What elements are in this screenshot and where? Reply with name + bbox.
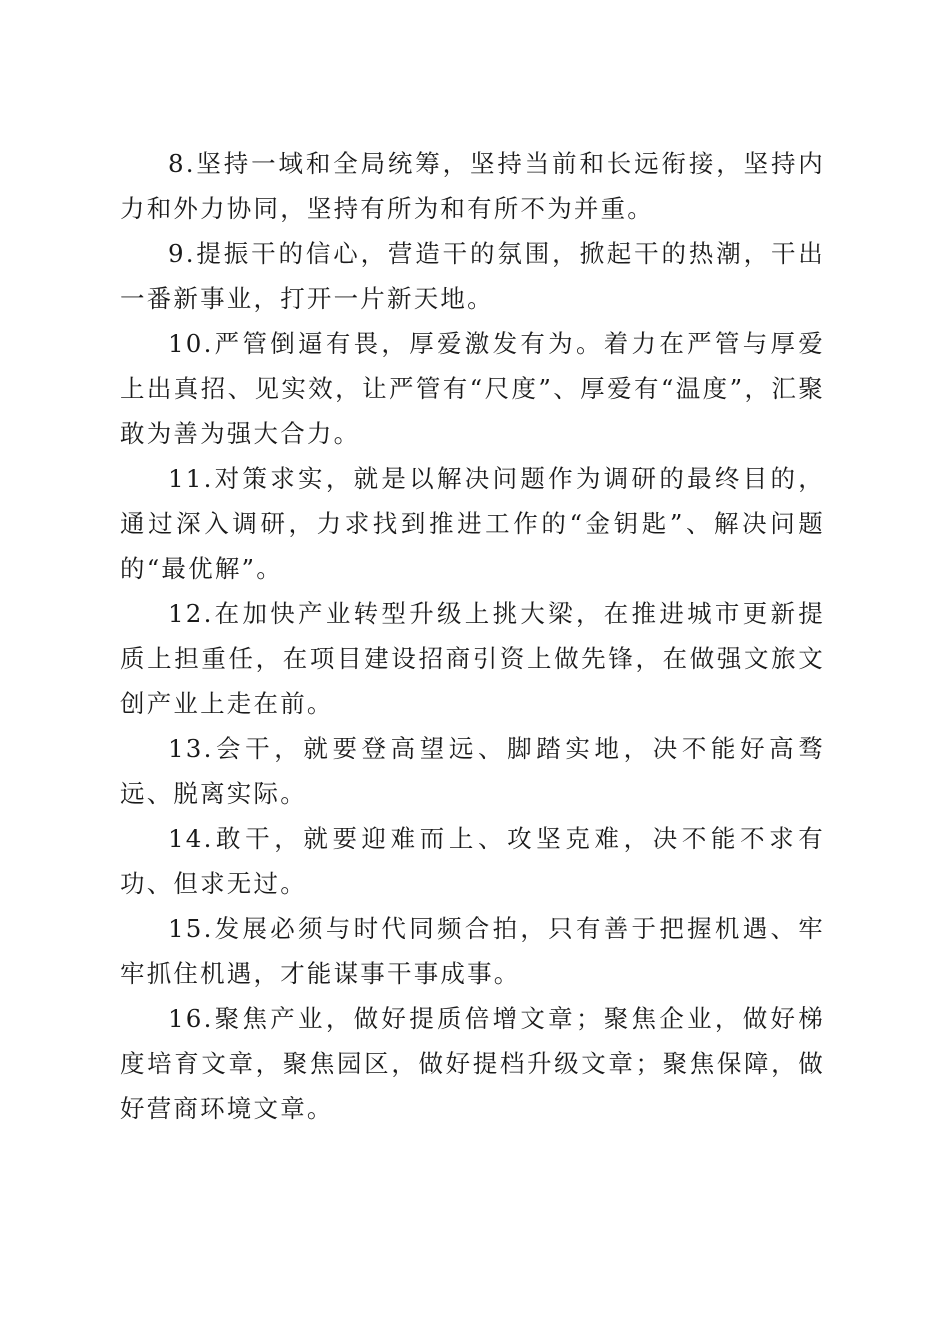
document-body	[120, 141, 825, 1131]
paragraph-16: 16.聚焦产业，做好提质倍增文章；聚焦企业，做好梯度培育文章，聚焦园区，做好提档升级文章；聚焦保障，做好营商环境文章。	[120, 1004, 825, 1123]
paragraph-9: 9.提振干的信心，营造干的氛围，掀起干的热潮，干出一番新事业，打开一片新天地。	[120, 239, 825, 313]
paragraph-13: 13.会干，就要登高望远、脚踏实地，决不能好高骛远、脱离实际。	[120, 734, 825, 808]
paragraph-12: 12.在加快产业转型升级上挑大梁，在推进城市更新提质上担重任，在项目建设招商引资上做先锋，在做强文旅文创产业上走在前。	[120, 599, 825, 718]
paragraph-14: 14.敢干，就要迎难而上、攻坚克难，决不能不求有功、但求无过。	[120, 824, 825, 898]
paragraph-15: 15.发展必须与时代同频合拍，只有善于把握机遇、牢牢抓住机遇，才能谋事干事成事。	[120, 914, 825, 988]
paragraph-11: 11.对策求实，就是以解决问题作为调研的最终目的，通过深入调研，力求找到推进工作的“金钥匙”、解决问题的“最优解”。	[120, 464, 825, 583]
paragraph-8: 8.坚持一域和全局统筹，坚持当前和长远衔接，坚持内力和外力协同，坚持有所为和有所不为并重。	[120, 149, 825, 223]
paragraph-10: 10.严管倒逼有畏，厚爱激发有为。着力在严管与厚爱上出真招、见实效，让严管有“尺度”、厚爱有“温度”，汇聚敢为善为强大合力。	[120, 329, 825, 448]
